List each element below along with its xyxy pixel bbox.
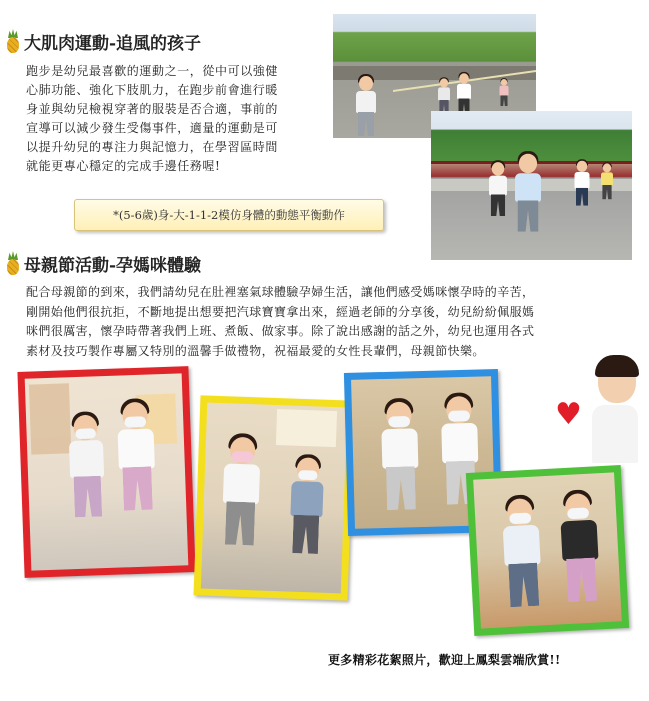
footer-note: 更多精彩花絮照片，歡迎上鳳梨雲端欣賞!! bbox=[328, 653, 561, 667]
section2-paragraph bbox=[26, 283, 636, 361]
running-photo-bridge bbox=[431, 111, 632, 260]
section1-line: 宣導可以減少發生受傷事件，適量的運動是可 bbox=[26, 121, 279, 135]
section2-line: 配合母親節的到來，我們請幼兒在肚裡塞氣球體驗孕婦生活，讓他們感受媽咪懷孕時的辛苦， bbox=[26, 285, 535, 299]
child-with-heart-photo bbox=[592, 355, 638, 465]
section2-title: 母親節活動-孕媽咪體驗 bbox=[24, 255, 202, 276]
heart-icon: ♥ bbox=[555, 397, 582, 432]
section1-line: 身並與幼兒檢視穿著的服裝是否合適，事前的 bbox=[26, 102, 279, 116]
mother-day-photo-2 bbox=[201, 403, 347, 594]
section1-line: 心肺功能、強化下肢肌力，在跑步前會進行暖 bbox=[26, 83, 279, 97]
learning-indicator-caption: *(5-6歲)身-大-1-1-2模仿身體的動態平衡動作 bbox=[74, 199, 384, 231]
section2-line: 剛開始他們很抗拒，不斷地提出想要把汽球寶寶拿出來，經過老師的分享後，幼兒紛紛佩服媽 bbox=[26, 304, 535, 319]
mother-day-photo-1 bbox=[25, 373, 189, 570]
section1-heading bbox=[6, 27, 201, 55]
mother-day-photo-4 bbox=[473, 472, 622, 628]
section2-line: 咪們很厲害，懷孕時帶著我們上班、煮飯、做家事。除了說出感謝的話之外，幼兒也運用各式 bbox=[26, 324, 535, 338]
pineapple-icon bbox=[6, 251, 20, 275]
photo-frame-yellow bbox=[194, 395, 355, 600]
section1-line: 跑步是幼兒最喜歡的運動之一，從中可以強健 bbox=[26, 64, 279, 78]
pineapple-icon bbox=[6, 29, 20, 53]
section1-title: 大肌肉運動-追風的孩子 bbox=[24, 33, 202, 54]
section2-line: 素材及技巧製作專屬又特別的溫馨手做禮物，祝福最愛的女性長輩們，母親節快樂。 bbox=[26, 343, 485, 358]
photo-frame-green bbox=[466, 465, 629, 636]
photo-frame-red bbox=[17, 366, 195, 578]
section2-heading bbox=[6, 249, 201, 277]
section1-line: 以提升幼兒的專注力與記憶力，在學習區時間 bbox=[26, 140, 279, 154]
section1-paragraph bbox=[26, 62, 326, 176]
section1-line: 就能更專心穩定的完成手邊任務喔! bbox=[26, 159, 221, 173]
